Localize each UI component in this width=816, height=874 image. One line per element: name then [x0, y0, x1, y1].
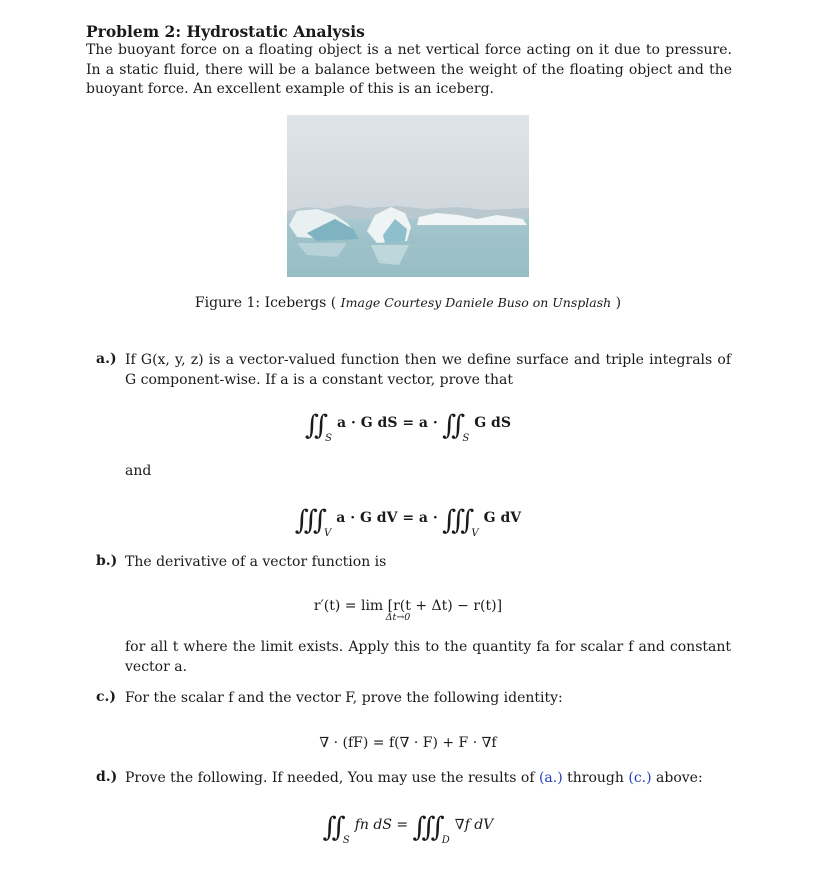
part-a-label: a.)	[96, 351, 117, 367]
equation-divergence-identity	[0, 735, 816, 751]
ref-part-a-link[interactable]: (a.)	[538, 770, 563, 786]
iceberg-photo	[287, 115, 529, 277]
eq2-lhs: a · G dV = a ·	[336, 510, 438, 526]
part-d-through: through	[562, 770, 629, 786]
problem-intro: The buoyant force on a floating object is a net vertical force acting on it due to pressure. In a static fluid, there will be a balance between the weight of the floating object and the buoyant force. An excellent example of this is an iceberg.	[86, 42, 732, 97]
eq1-rhs: G dS	[474, 415, 511, 431]
part-b-after: for all t where the limit exists. Apply this to the quantity fa for scalar f and constant vector a.	[125, 639, 731, 675]
caption-credit: Image Courtesy Daniele Buso on Unsplash	[340, 295, 612, 310]
ref-part-c-link[interactable]: (c.)	[628, 770, 652, 786]
eq3: r′(t) = lim [r(t + Δt) − r(t)]	[313, 598, 503, 614]
equation-derivative	[0, 598, 816, 623]
eq1-lhs: a · G dS = a ·	[337, 415, 438, 431]
part-d-label: d.)	[96, 769, 118, 785]
part-d-prefix: Prove the following. If needed, You may use the results of	[125, 770, 539, 786]
part-b-label: b.)	[96, 553, 118, 569]
eq4: ∇ · (fF) = f(∇ · F) + F · ∇f	[319, 735, 497, 751]
eq3-limit-sub: Δt→0	[385, 612, 411, 623]
eq5-rhs: ∇f dV	[454, 817, 494, 833]
equation-volume-integral: ∫∫∫ $_V$a · G dV = a · ∫∫∫ $_V$G dV	[294, 505, 522, 539]
part-c-text: For the scalar f and the vector F, prove the following identity:	[125, 690, 563, 706]
part-b-text: The derivative of a vector function is	[125, 554, 387, 570]
figure-caption	[0, 295, 816, 311]
equation-divergence-theorem: ∫∫ $_S$fn dS = ∫∫∫ $_D$∇f dV	[322, 812, 494, 846]
eq2-rhs: G dV	[483, 510, 522, 526]
problem-title: Problem 2: Hydrostatic Analysis	[86, 22, 365, 41]
part-d-suffix: above:	[651, 770, 703, 786]
part-c-label: c.)	[96, 689, 117, 705]
eq5-lhs: fn dS =	[354, 817, 409, 833]
part-d-text	[125, 769, 731, 789]
equation-surface-integral: ∫∫ $_S$a · G dS = a · ∫∫ $_S$G dS	[305, 410, 511, 444]
caption-prefix: Figure 1: Icebergs (	[194, 295, 337, 311]
caption-suffix: )	[615, 295, 622, 311]
part-a-text: If G(x, y, z) is a vector-valued function then we define surface and triple integrals of G component-wise. If a is a constant vector, prove that	[125, 352, 731, 388]
part-a-and: and	[125, 463, 152, 479]
